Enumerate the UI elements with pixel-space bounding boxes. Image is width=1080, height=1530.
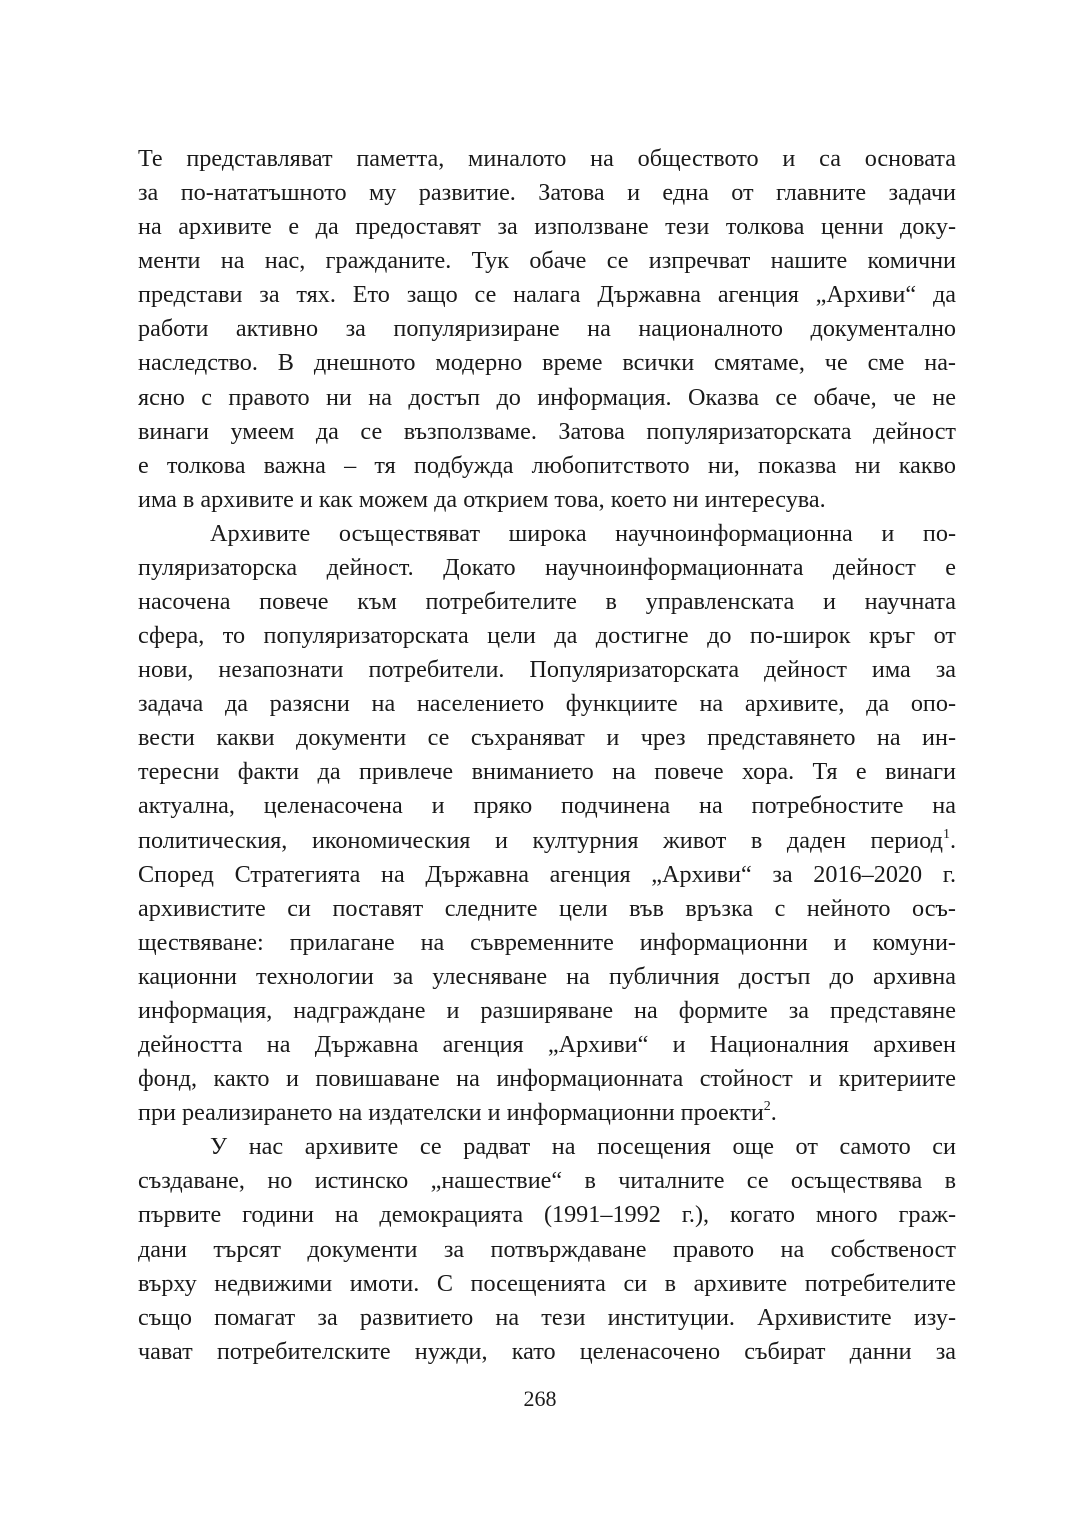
text-line: менти на нас, гражданите. Тук обаче се изпречват нашите комични	[138, 247, 956, 275]
text-line: фонд, както и повишаване на информационната стойност и критериите	[138, 1065, 956, 1093]
text-line-with-footnote	[138, 824, 956, 858]
text-line: задача да разясни на населението функциите на архивите, да опо-	[138, 690, 956, 718]
text-line: нови, незапознати потребители. Популяризаторската дейност има за	[138, 656, 956, 684]
text-line: има в архивите и как можем да открием това, което ни интересува.	[138, 485, 826, 513]
text-line: сфера, то популяризаторската цели да достигне до по-широк кръг от	[138, 622, 956, 650]
footnote-ref-2[interactable]: 2	[763, 1099, 771, 1115]
page-number: 268	[523, 1386, 557, 1411]
paragraph-3	[138, 1130, 956, 1369]
text-line: насочена повече към потребителите в управленската и научната	[138, 588, 956, 616]
text-line: кационни технологии за улесняване на публичния достъп до архивна	[138, 962, 956, 990]
text-line: тересни факти да привлече вниманието на повече хора. Тя е винаги	[138, 758, 956, 786]
footnote-ref-1-punct: .	[949, 826, 956, 854]
text-line: работи активно за популяризиране на националното документално	[138, 315, 956, 343]
paragraph-1	[138, 142, 956, 517]
text-line: дейността на Държавна агенция „Архиви“ и Националния архивен	[138, 1031, 956, 1059]
text-line: ществяване: прилагане на съвременните информационни и комуни-	[138, 928, 956, 956]
text-line: създаване, но истинско „нашествие“ в читалните се осъществява в	[138, 1167, 956, 1195]
text-line: наследство. В днешното модерно време всички смятаме, че сме на-	[138, 349, 956, 377]
text-line: представи за тях. Ето защо се налага Държавна агенция „Архиви“ да	[138, 281, 956, 309]
text-line: първите години на демокрацията (1991–1992 г.), когато много граж-	[138, 1201, 956, 1229]
text-line-content: политическия, икономическия и културния живот в даден период	[138, 826, 943, 854]
text-line: Те представляват паметта, миналото на обществото и са основата	[138, 145, 956, 172]
text-line-content: при реализирането на издателски и информационни проекти	[138, 1099, 764, 1127]
text-line: вести какви документи се съхраняват и чрез представянето на ин-	[138, 724, 956, 752]
text-line: е толкова важна – тя подбужда любопитството ни, показва ни какво	[138, 451, 956, 479]
text-line: за по-нататъшното му развитие. Затова и една от главните задачи	[138, 179, 956, 207]
text-line: винаги умеем да се възползваме. Затова популяризаторската дейност	[138, 417, 956, 445]
text-line: на архивите е да предоставят за използване тези толкова ценни доку-	[138, 213, 956, 241]
text-line: чават потребителските нужди, като целенасочено събират данни за	[138, 1337, 956, 1365]
text-line: пуляризаторска дейност. Докато научноинформационната дейност е	[138, 553, 956, 581]
text-line: У нас архивите се радват на посещения още от самото си	[210, 1133, 956, 1161]
text-line: ясно с правото ни на достъп до информация. Оказва се обаче, че не	[138, 383, 956, 411]
text-line: информация, надграждане и разширяване на формите за представяне	[138, 996, 956, 1024]
text-line: дани търсят документи за потвърждаване правото на собственост	[138, 1235, 956, 1263]
footnote-ref-2-punct: .	[770, 1099, 777, 1127]
paragraph-2	[138, 517, 956, 1130]
text-line-with-footnote	[138, 1096, 956, 1130]
text-line: също помагат за развитието на тези институции. Архивистите изу-	[138, 1303, 956, 1331]
text-line: архивистите си поставят следните цели във връзка с нейното осъ-	[138, 894, 956, 922]
text-line: Архивите осъществяват широка научноинформационна и по-	[210, 519, 956, 547]
text-line: актуална, целенасочена и пряко подчинена на потребностите на	[138, 792, 956, 820]
footnote-ref-1[interactable]: 1	[942, 826, 950, 842]
text-line: Според Стратегията на Държавна агенция „Архиви“ за 2016–2020 г.	[138, 860, 956, 888]
text-line: върху недвижими имоти. С посещенията си в архивите потребителите	[138, 1269, 956, 1297]
body-text	[138, 142, 956, 1369]
